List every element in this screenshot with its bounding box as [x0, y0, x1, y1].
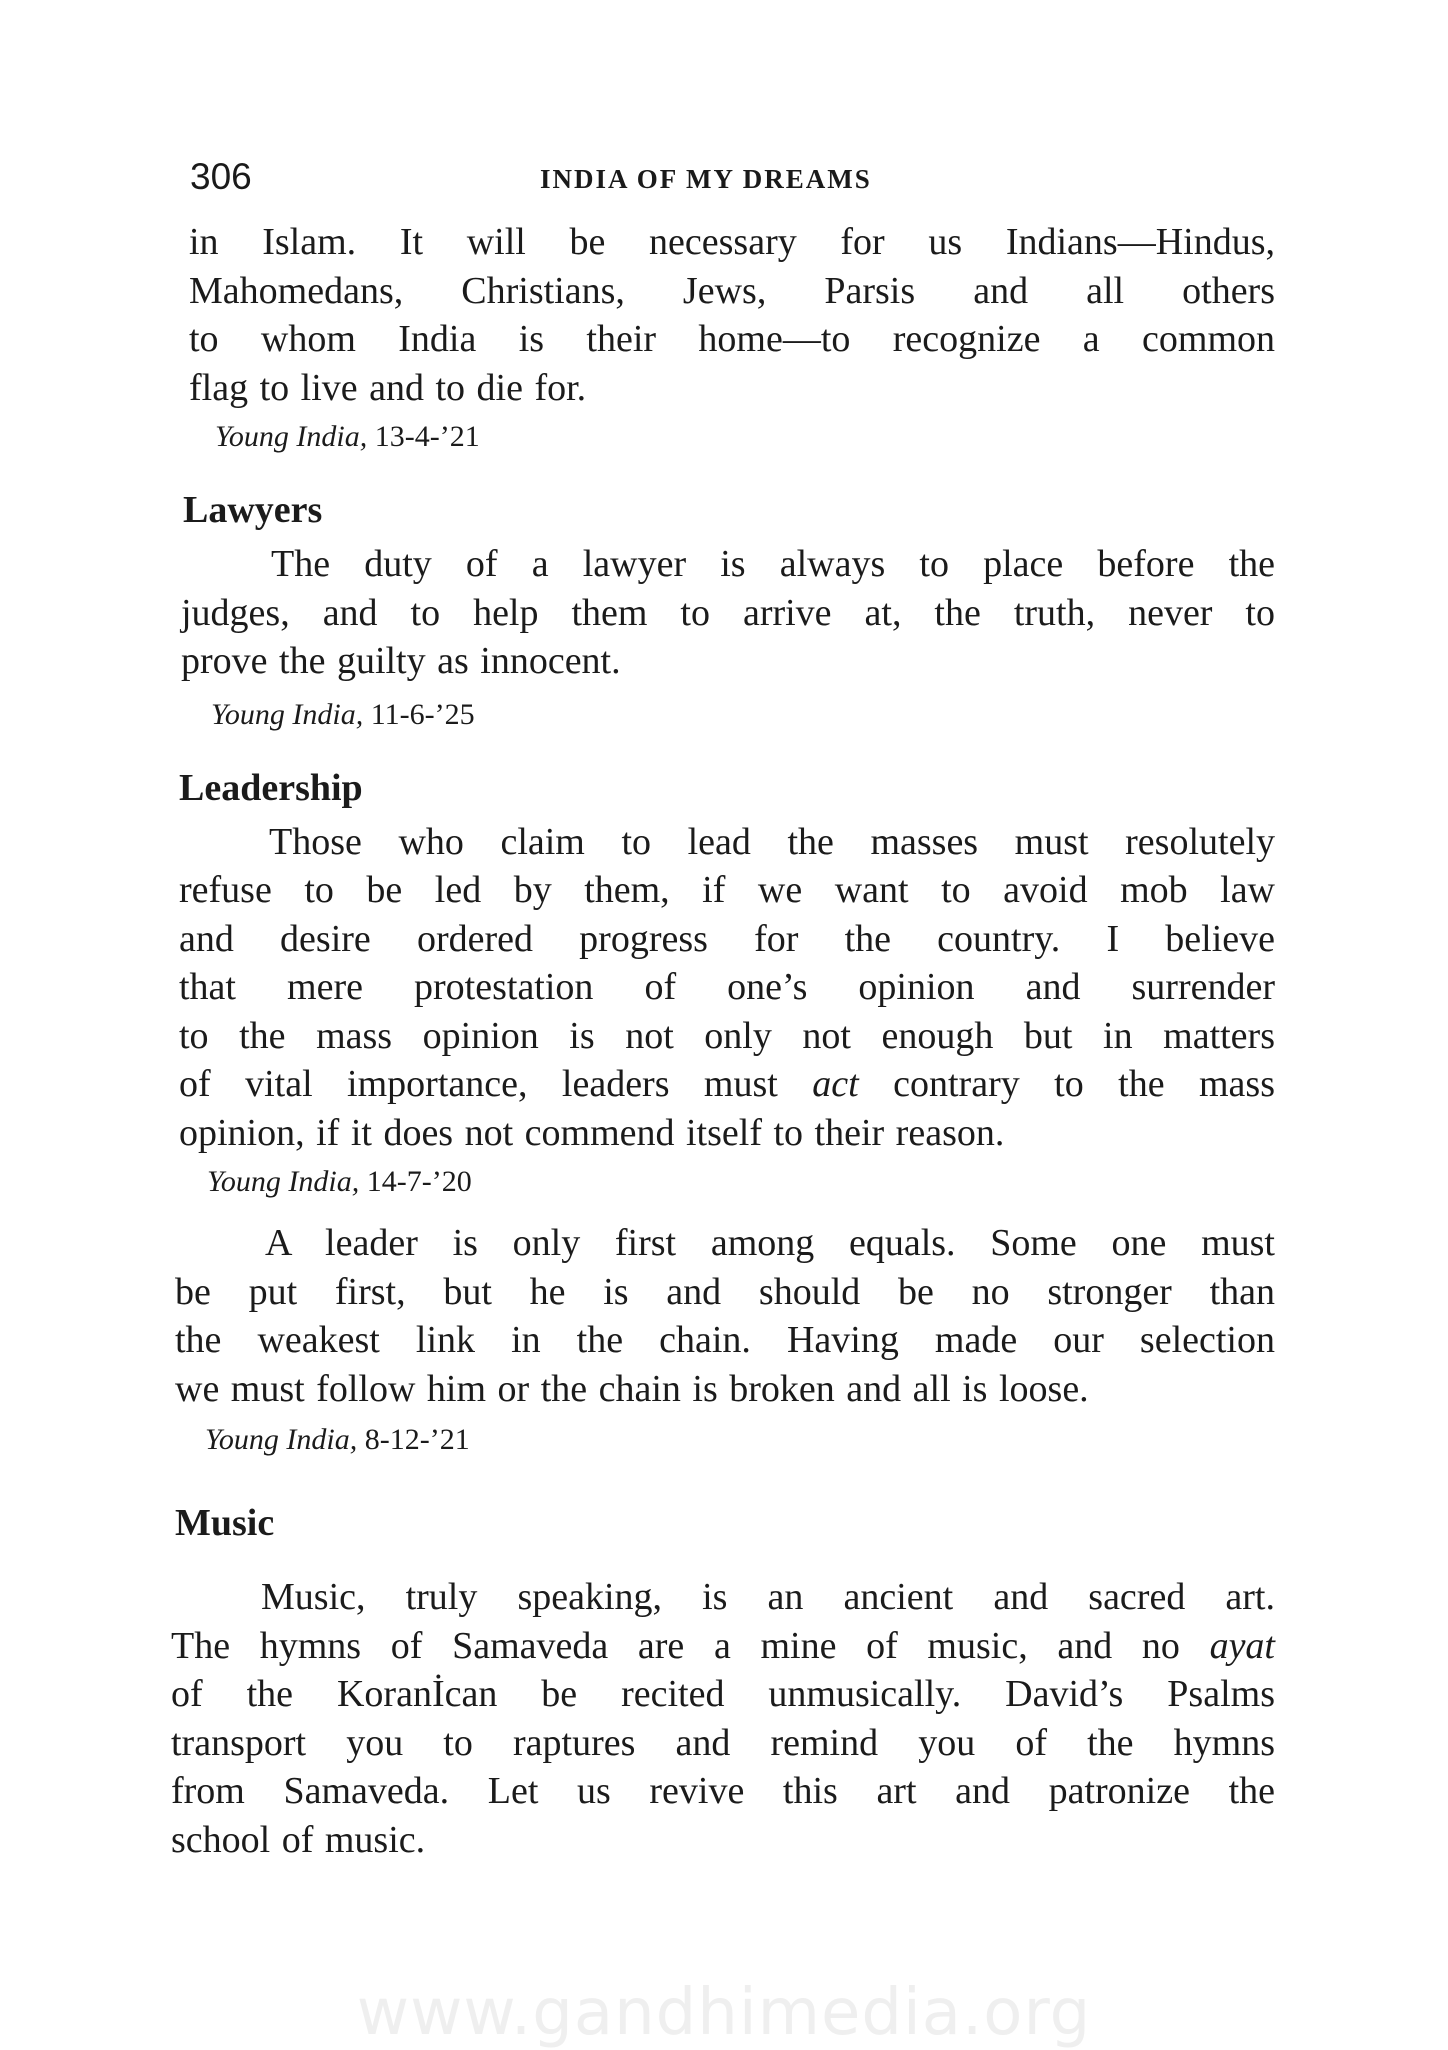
- emphasis-ayat: ayat: [1209, 1624, 1275, 1667]
- citation-source: Young India,: [211, 697, 364, 731]
- citation-source: Young India,: [205, 1423, 358, 1456]
- citation-date: 14-7-’20: [366, 1165, 472, 1198]
- text-line: school of music.: [171, 1818, 426, 1861]
- citation-date: 13-4-’21: [374, 420, 480, 453]
- running-title: INDIA OF MY DREAMS: [540, 164, 872, 194]
- continuation-paragraph: [189, 218, 1275, 412]
- text-line: to whom India is their home—to recognize a common: [189, 318, 1275, 360]
- text-line: judges, and to help them to arrive at, the truth, never to: [181, 591, 1275, 634]
- section-heading-lawyers: Lawyers: [183, 489, 323, 531]
- text-line: flag to live and to die for.: [189, 366, 587, 409]
- citation-date: 11-6-’25: [370, 697, 475, 731]
- watermark: www.gandhimedia.org: [356, 1976, 1092, 2050]
- citation: [205, 1421, 1275, 1459]
- section-heading-music: Music: [175, 1502, 275, 1544]
- text-line: Mahomedans, Christians, Jews, Parsis and all others: [189, 269, 1275, 312]
- lawyers-paragraph: [181, 540, 1275, 686]
- citation-date: 8-12-’21: [364, 1423, 470, 1456]
- text-line: the weakest link in the chain. Having made our selection: [175, 1319, 1275, 1361]
- text-line: in Islam. It will be necessary for us Indians—Hindus,: [189, 221, 1275, 263]
- running-head: [175, 150, 1275, 210]
- text-line: The duty of a lawyer is always to place before the: [271, 543, 1275, 585]
- text-line: prove the guilty as innocent.: [181, 640, 621, 682]
- text-line: of the Koranİcan be recited unmusically. David’s Psalms: [171, 1673, 1275, 1715]
- text-line: to the mass opinion is not only not enough but in matters: [179, 1014, 1275, 1057]
- text-line: refuse to be led by them, if we want to avoid mob law: [179, 869, 1275, 911]
- citation-source: Young India,: [215, 420, 368, 453]
- text-line: A leader is only first among equals. Some one must: [265, 1222, 1275, 1264]
- text-line: transport you to raptures and remind you of the hymns: [171, 1721, 1275, 1764]
- section-heading-leadership: Leadership: [179, 766, 363, 809]
- page-number: 306: [190, 156, 252, 197]
- citation: [215, 418, 1275, 456]
- text-line: [171, 1622, 1275, 1671]
- citation: [207, 1163, 1275, 1201]
- text-line: [179, 1060, 1275, 1109]
- text-line: from Samaveda. Let us revive this art and patronize the: [171, 1770, 1275, 1812]
- text-line: that mere protestation of one’s opinion and surrender: [179, 966, 1275, 1008]
- text-line: be put first, but he is and should be no stronger than: [175, 1270, 1275, 1313]
- leadership-paragraph-2: [175, 1219, 1275, 1413]
- text-line: Those who claim to lead the masses must resolutely: [269, 820, 1275, 863]
- text-line: opinion, if it does not commend itself to their reason.: [179, 1111, 1005, 1154]
- text-run: contrary to the mass: [858, 1063, 1275, 1105]
- text-run: The hymns of Samaveda are a mine of music, and no: [171, 1624, 1210, 1667]
- leadership-paragraph-1: [179, 818, 1275, 1158]
- citation-source: Young India,: [207, 1165, 360, 1198]
- text-run: of vital importance, leaders must: [179, 1063, 813, 1105]
- text-line: we must follow him or the chain is broken and all is loose.: [175, 1367, 1089, 1410]
- book-page: [171, 150, 1275, 1864]
- text-line: Music, truly speaking, is an ancient and sacred art.: [261, 1576, 1275, 1618]
- citation: [211, 696, 1275, 734]
- text-line: and desire ordered progress for the country. I believe: [179, 917, 1275, 960]
- music-paragraph: [171, 1573, 1275, 1864]
- emphasis-act: act: [812, 1063, 859, 1105]
